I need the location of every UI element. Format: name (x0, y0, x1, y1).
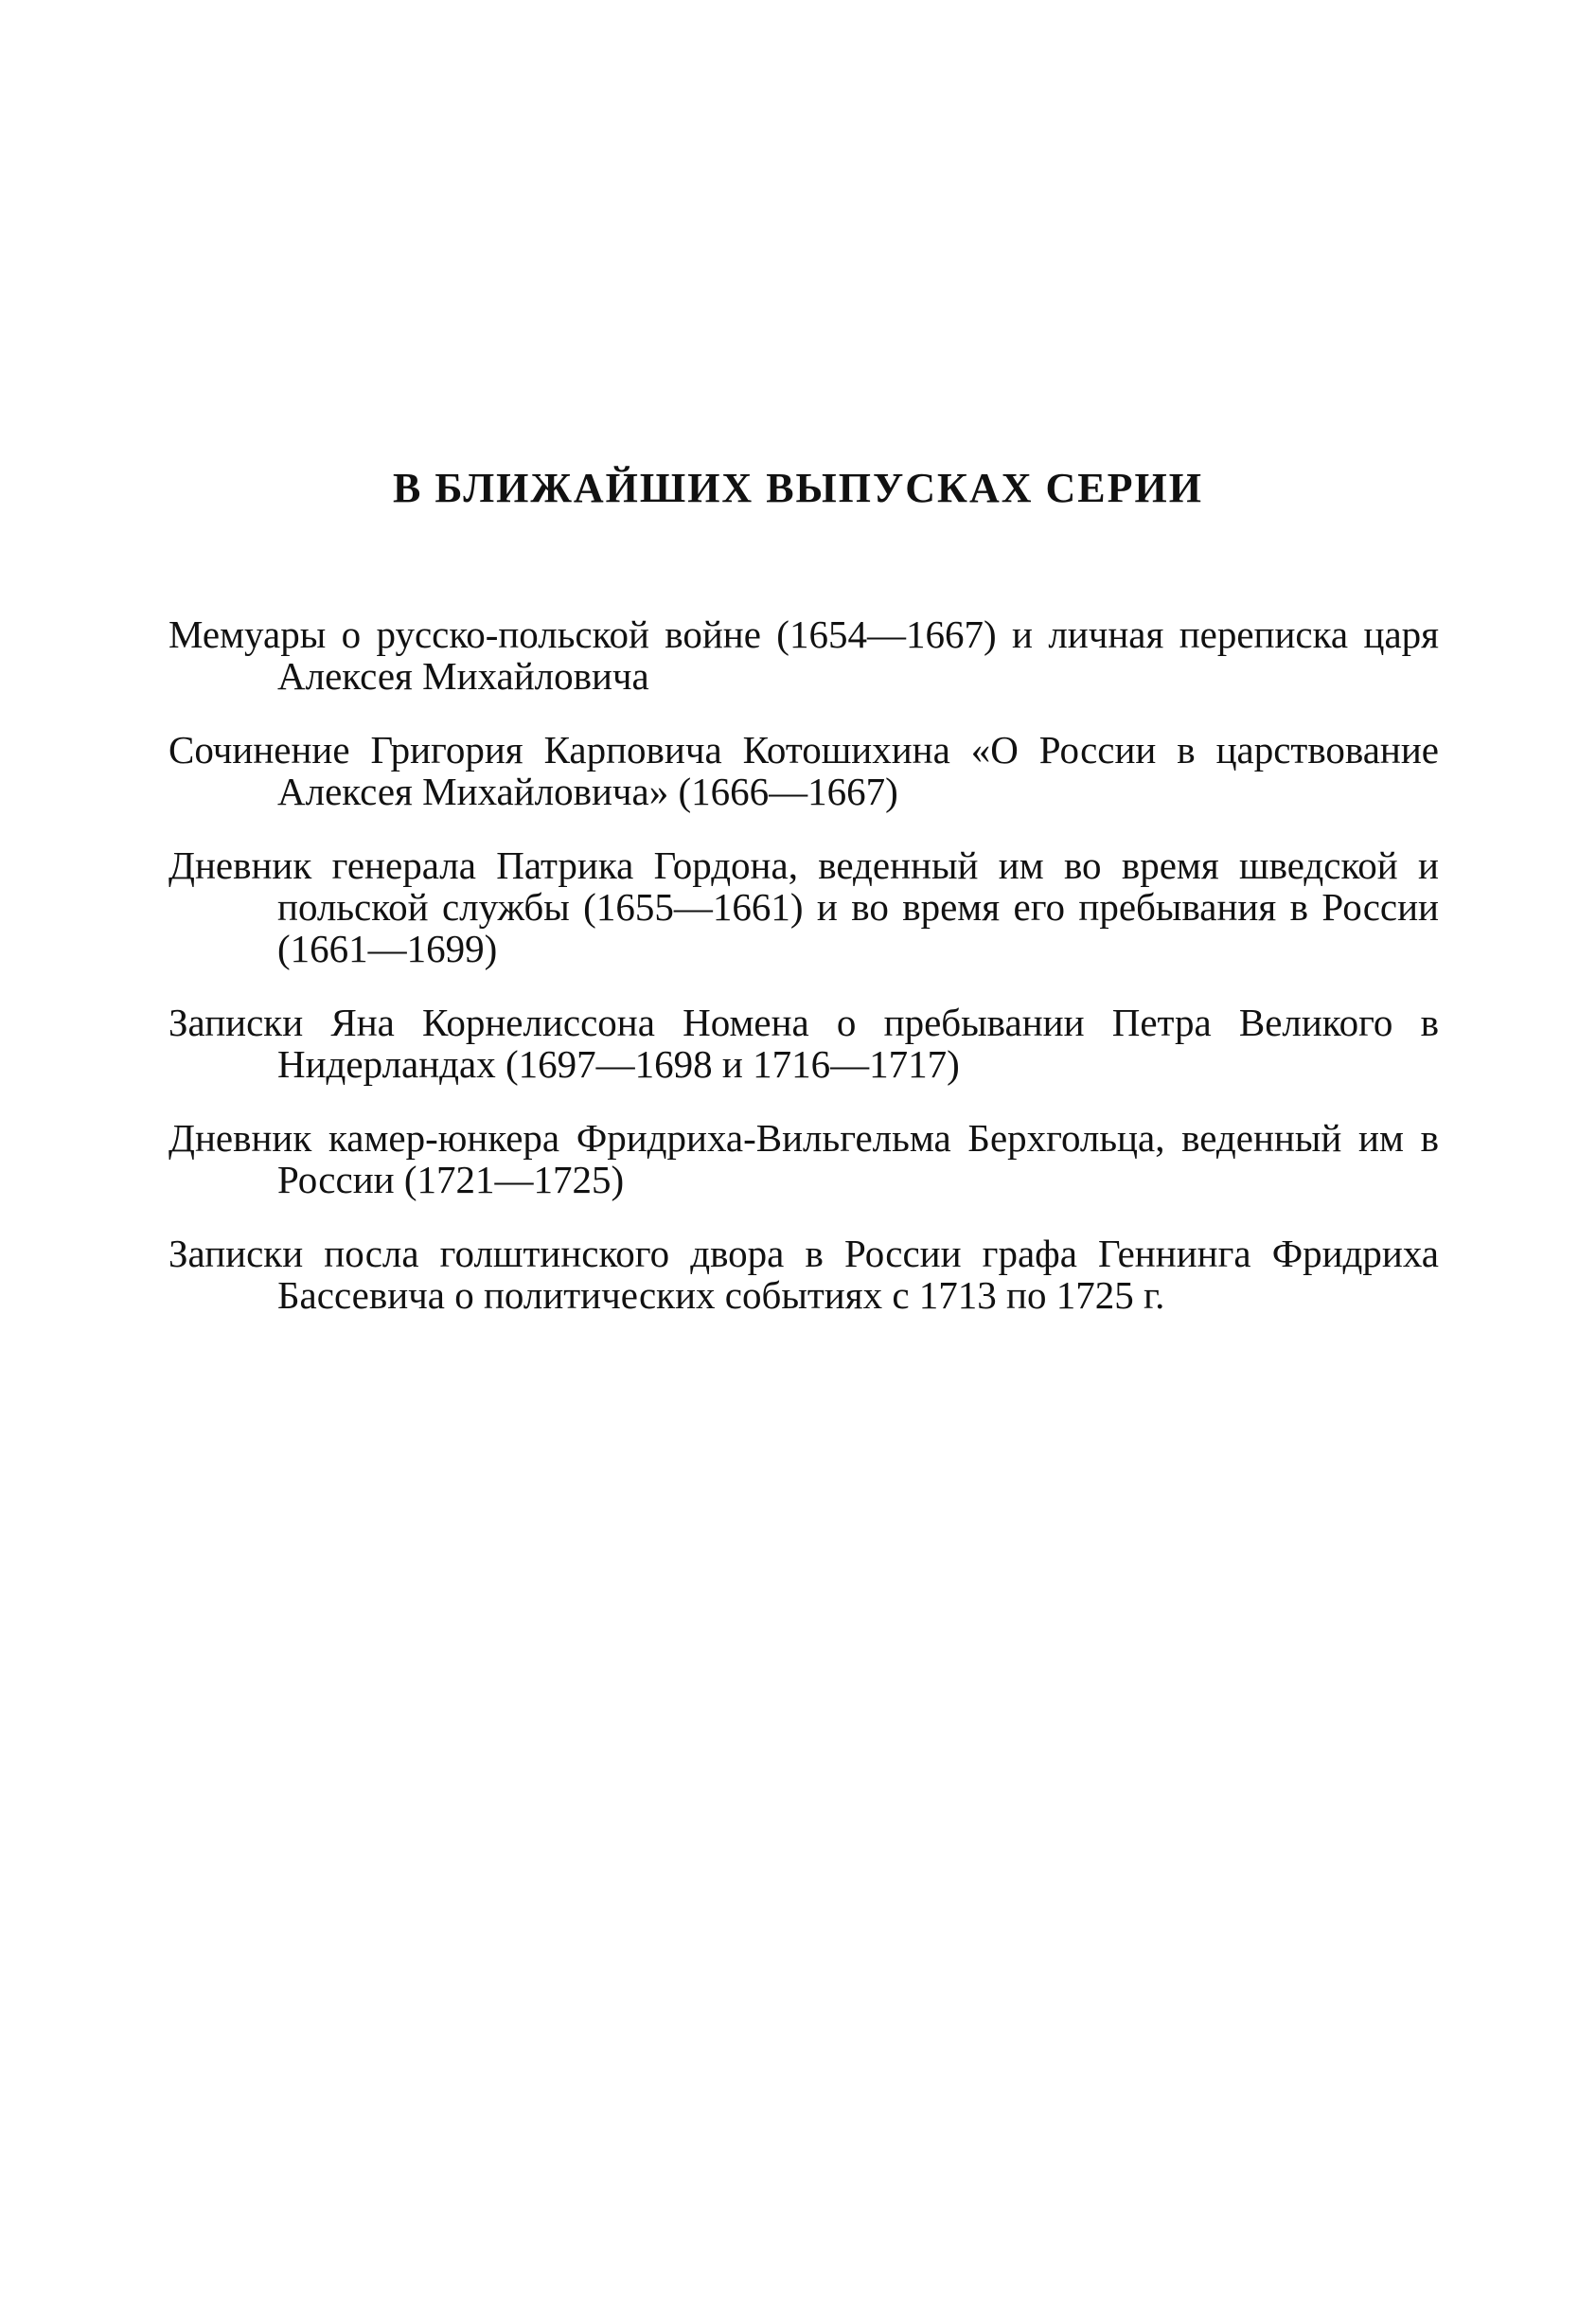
list-item: Сочинение Григория Карповича Котошихина «О России в царствование Алексея Михайловича» (1666—1667) (168, 728, 1439, 813)
page-title: В БЛИЖАЙШИХ ВЫПУСКАХ СЕРИИ (393, 465, 1203, 511)
list-item: Дневник камер-юнкера Фридриха-Вильгельма Берхгольца, веденный им в России (1721—1725) (168, 1116, 1439, 1201)
list-item: Дневник генерала Патрика Гордона, веденный им во время шведской и польской службы (1655—1661) и во время его пребывания в России (1661—1699) (168, 843, 1439, 970)
list-item: Мемуары о русско-польской войне (1654—1667) и личная переписка царя Алексея Михайловича (168, 612, 1439, 698)
list-item: Записки посла голштинского двора в России графа Геннинга Фридриха Бассевича о политических событиях с 1713 по 1725 г. (168, 1232, 1439, 1317)
upcoming-volumes-list (168, 613, 1439, 1348)
list-item: Записки Яна Корнелиссона Номена о пребывании Петра Великого в Нидерландах (1697—1698 и 1716—1717) (168, 1001, 1439, 1086)
